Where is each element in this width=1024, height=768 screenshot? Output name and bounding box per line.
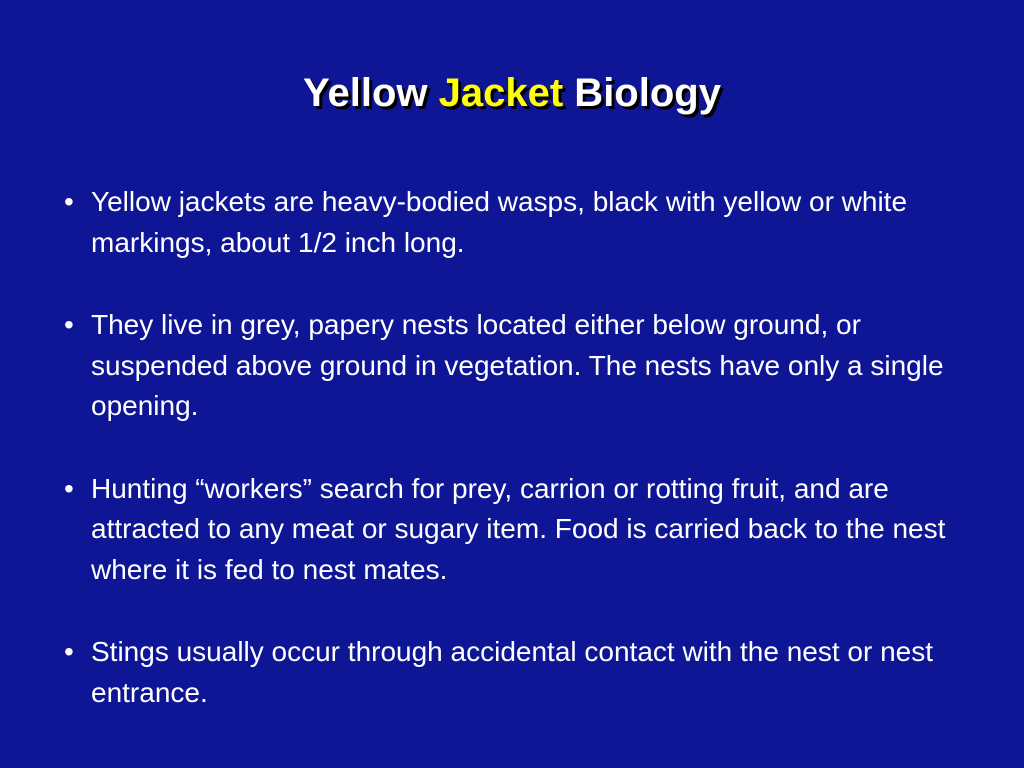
- bullet-item-3: [64, 469, 964, 591]
- bullet-text-1: Yellow jackets are heavy-bodied wasps, black with yellow or white markings, about 1/2 inch long.: [91, 186, 908, 258]
- bullet-icon: •: [64, 186, 74, 217]
- bullet-item-4: [64, 632, 964, 713]
- bullet-icon: •: [64, 309, 74, 340]
- bullet-item-2: [64, 305, 964, 427]
- bullet-list: [64, 182, 964, 755]
- title-accent-word: Jacket: [438, 71, 564, 115]
- slide-title: [0, 68, 1024, 118]
- bullet-text-2: They live in grey, papery nests located either below ground, or suspended above ground in vegetation. The nests have only a single opening.: [91, 309, 944, 421]
- bullet-text-4: Stings usually occur through accidental contact with the nest or nest entrance.: [91, 636, 934, 708]
- bullet-item-1: [64, 182, 964, 263]
- title-part-1: Yellow: [303, 71, 439, 115]
- bullet-icon: •: [64, 636, 74, 667]
- bullet-icon: •: [64, 472, 74, 504]
- bullet-text-3: Hunting “workers” search for prey, carrion or rotting fruit, and are attracted to any meat or sugary item. Food is carried back to the nest where it is fed to nest mates.: [91, 472, 946, 585]
- title-part-2: Biology: [563, 71, 721, 115]
